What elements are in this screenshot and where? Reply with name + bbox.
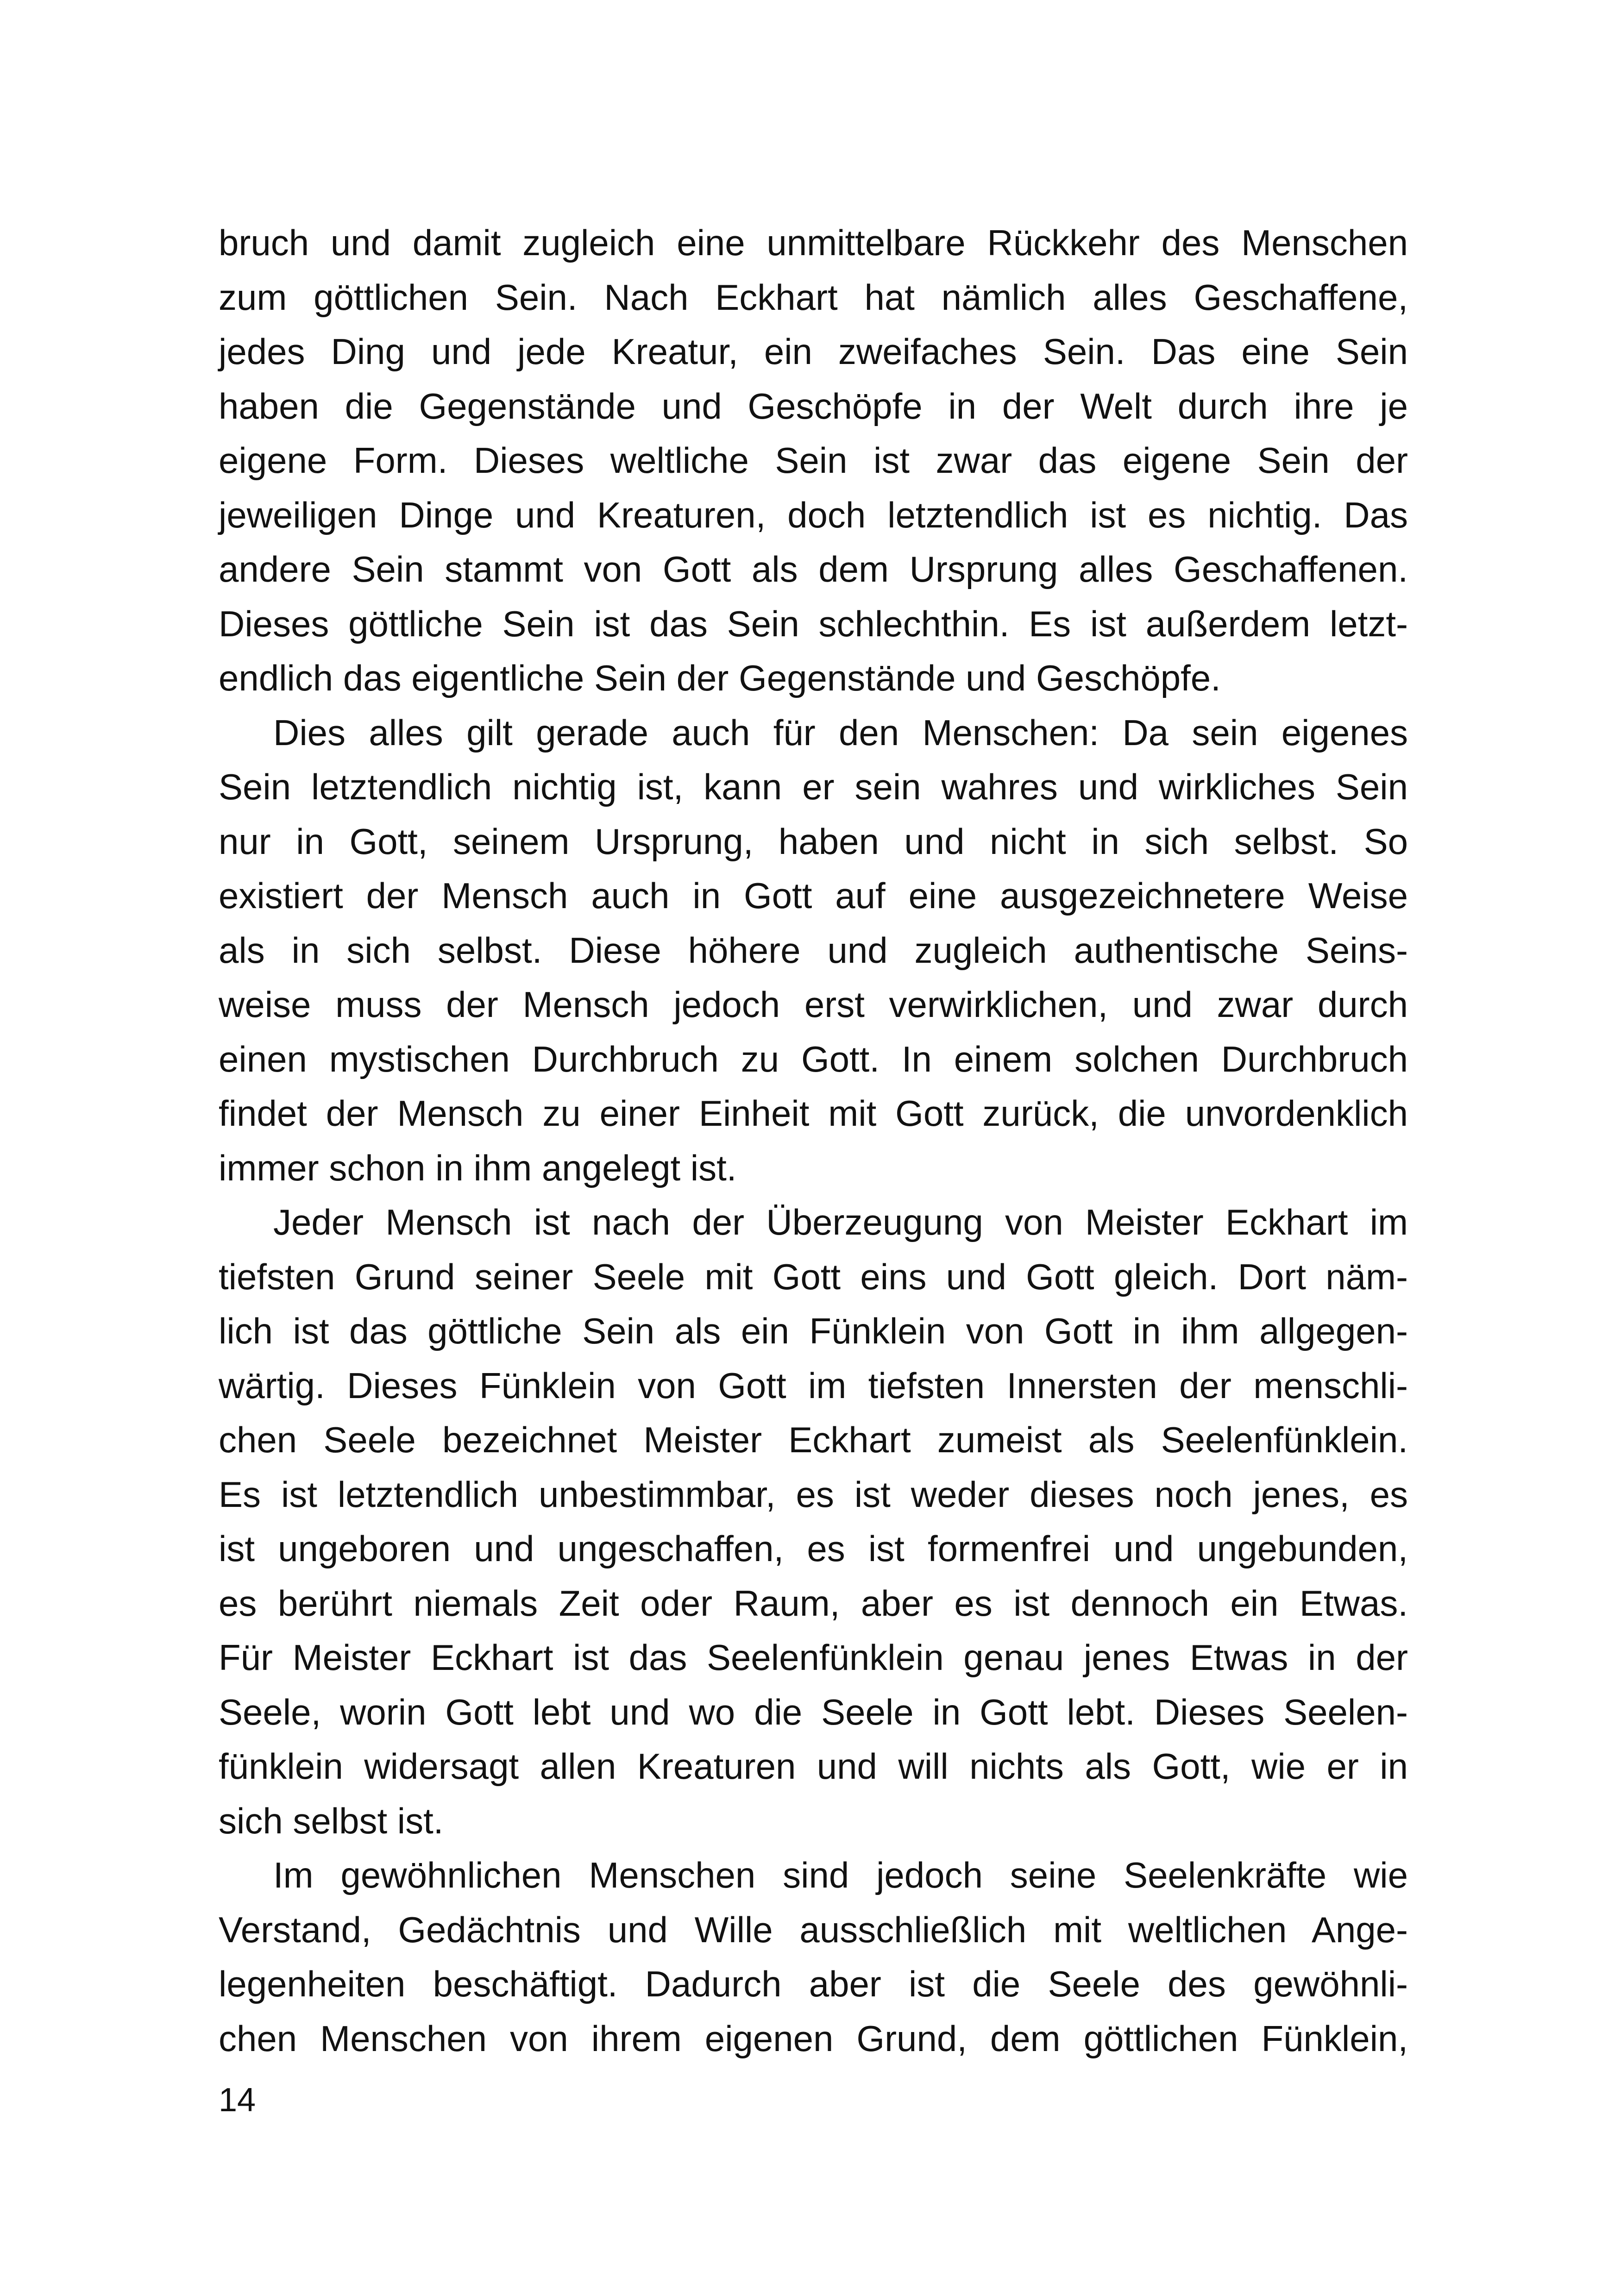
text-line: jeweiligen Dinge und Kreaturen, doch letztendlich ist es nichtig. Das	[219, 494, 1408, 535]
text-line: endlich das eigentliche Sein der Gegenstände und Geschöpfe.	[219, 658, 1221, 698]
text-line: nur in Gott, seinem Ursprung, haben und nicht in sich selbst. So	[219, 821, 1408, 862]
text-line: eigene Form. Dieses weltliche Sein ist zwar das eigene Sein der	[219, 440, 1408, 481]
text-line: Sein letztendlich nichtig ist, kann er sein wahres und wirkliches Sein	[219, 766, 1408, 807]
text-line: haben die Gegenstände und Geschöpfe in der Welt durch ihre je	[219, 385, 1408, 427]
text-line: legenheiten beschäftigt. Dadurch aber ist die Seele des gewöhnli-	[219, 1964, 1408, 2004]
page-number: 14	[219, 2082, 256, 2119]
text-line: sich selbst ist.	[219, 1800, 444, 1841]
text-line: chen Menschen von ihrem eigenen Grund, dem göttlichen Fünklein,	[219, 2018, 1408, 2059]
text-line: wärtig. Dieses Fünklein von Gott im tiefsten Innersten der menschli-	[219, 1365, 1408, 1406]
text-line: zum göttlichen Sein. Nach Eckhart hat nämlich alles Geschaffene,	[219, 276, 1408, 318]
text-line: immer schon in ihm angelegt ist.	[219, 1147, 737, 1188]
body-text	[219, 216, 1408, 2066]
text-line: Verstand, Gedächtnis und Wille ausschließlich mit weltlichen Ange-	[219, 1909, 1408, 1950]
text-line: bruch und damit zugleich eine unmittelbare Rückkehr des Menschen	[219, 222, 1408, 263]
text-line: weise muss der Mensch jedoch erst verwirklichen, und zwar durch	[219, 984, 1408, 1025]
text-line: andere Sein stammt von Gott als dem Ursprung alles Geschaffenen.	[219, 549, 1408, 590]
paragraph-start-line: Jeder Mensch ist nach der Überzeugung von Meister Eckhart im	[273, 1202, 1408, 1242]
text-line: einen mystischen Durchbruch zu Gott. In einem solchen Durchbruch	[219, 1038, 1408, 1079]
paragraph-start-line: Im gewöhnlichen Menschen sind jedoch seine Seelenkräfte wie	[273, 1855, 1408, 1895]
text-line: existiert der Mensch auch in Gott auf eine ausgezeichnetere Weise	[219, 875, 1408, 916]
text-line: es berührt niemals Zeit oder Raum, aber es ist dennoch ein Etwas.	[219, 1582, 1408, 1624]
text-line: lich ist das göttliche Sein als ein Fünklein von Gott in ihm allgegen-	[219, 1311, 1408, 1351]
text-line: als in sich selbst. Diese höhere und zugleich authentische Seins-	[219, 929, 1408, 971]
paragraph-start-line: Dies alles gilt gerade auch für den Menschen: Da sein eigenes	[273, 712, 1408, 753]
text-line: Es ist letztendlich unbestimmbar, es ist weder dieses noch jenes, es	[219, 1474, 1408, 1515]
text-line: tiefsten Grund seiner Seele mit Gott eins und Gott gleich. Dort näm-	[219, 1256, 1408, 1297]
text-line: Seele, worin Gott lebt und wo die Seele in Gott lebt. Dieses Seelen-	[219, 1691, 1408, 1732]
text-line: Für Meister Eckhart ist das Seelenfünklein genau jenes Etwas in der	[219, 1637, 1408, 1678]
text-line: chen Seele bezeichnet Meister Eckhart zumeist als Seelenfünklein.	[219, 1419, 1408, 1460]
text-line: fünklein widersagt allen Kreaturen und will nichts als Gott, wie er in	[219, 1746, 1408, 1787]
text-line: findet der Mensch zu einer Einheit mit Gott zurück, die unvordenklich	[219, 1093, 1408, 1134]
text-line: Dieses göttliche Sein ist das Sein schlechthin. Es ist außerdem letzt-	[219, 603, 1408, 644]
text-line: ist ungeboren und ungeschaffen, es ist formenfrei und ungebunden,	[219, 1528, 1408, 1569]
text-line: jedes Ding und jede Kreatur, ein zweifaches Sein. Das eine Sein	[219, 331, 1408, 372]
